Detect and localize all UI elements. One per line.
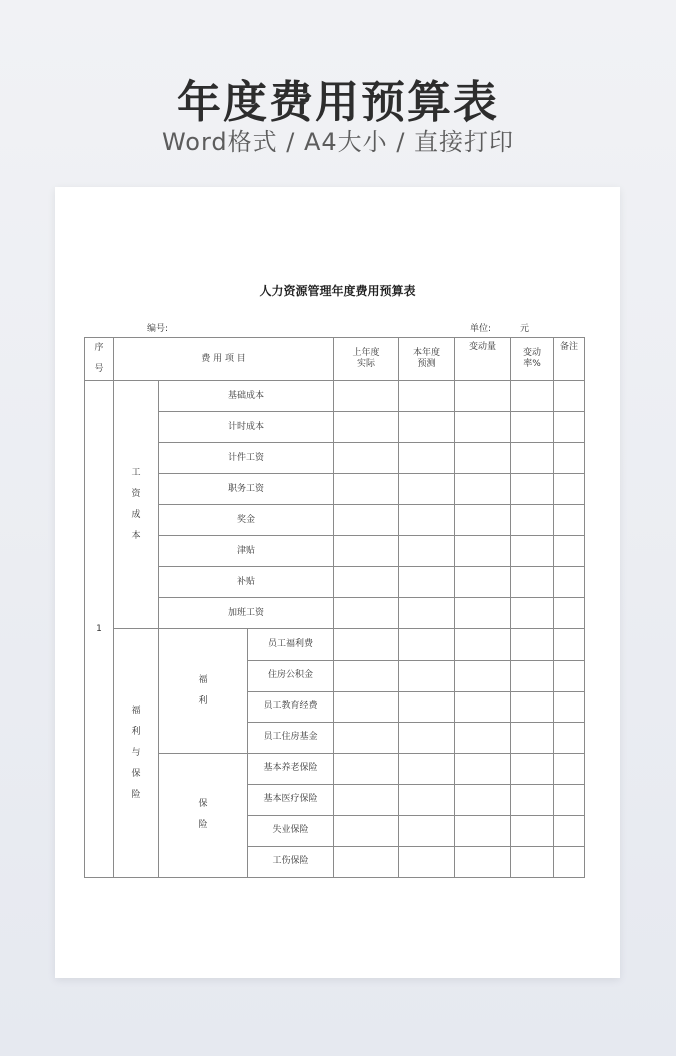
banner-subtitle: Word格式 / A4大小 / 直接打印 [161, 128, 515, 156]
header-change-amount: 变动量 [455, 338, 511, 381]
group-welfare-label-text: 福利与保险 [131, 705, 141, 800]
cell-remark [554, 815, 585, 846]
cell-this-year [399, 567, 455, 598]
cell-remark [554, 629, 585, 660]
cell-remark [554, 505, 585, 536]
cell-change-amount [455, 412, 511, 443]
cell-last-year [334, 753, 399, 784]
code-label: 编号: [147, 324, 169, 334]
cell-remark [554, 536, 585, 567]
cell-last-year [334, 505, 399, 536]
cell-this-year [399, 753, 455, 784]
cell-change-rate [511, 691, 554, 722]
cell-last-year [334, 815, 399, 846]
cell-this-year [399, 815, 455, 846]
table-row [85, 412, 585, 443]
group-wage-label-text: 工资成本 [131, 467, 141, 541]
cell-change-rate [511, 567, 554, 598]
header-remark: 备注 [554, 338, 585, 381]
table-row [85, 505, 585, 536]
cell-this-year [399, 722, 455, 753]
header-seq-text: 序号 [94, 343, 104, 375]
item-label: 基础成本 [159, 381, 334, 412]
cell-last-year [334, 443, 399, 474]
cell-change-rate [511, 722, 554, 753]
item-label: 基本医疗保险 [248, 784, 334, 815]
cell-remark [554, 598, 585, 629]
cell-this-year [399, 691, 455, 722]
header-last-year: 上年度 实际 [334, 338, 399, 381]
cell-last-year [334, 722, 399, 753]
cell-this-year [399, 505, 455, 536]
item-label: 住房公积金 [248, 660, 334, 691]
cell-remark [554, 474, 585, 505]
cell-this-year [399, 536, 455, 567]
header-row [85, 338, 585, 381]
item-label: 员工住房基金 [248, 722, 334, 753]
cell-change-rate [511, 784, 554, 815]
table-row [85, 381, 585, 412]
cell-change-amount [455, 660, 511, 691]
group-welfare-label [114, 629, 159, 878]
item-label: 津贴 [159, 536, 334, 567]
document-page [55, 187, 620, 978]
cell-this-year [399, 660, 455, 691]
item-label: 加班工资 [159, 598, 334, 629]
cell-change-amount [455, 443, 511, 474]
cell-change-rate [511, 753, 554, 784]
group-wage-label [114, 381, 159, 629]
cell-last-year [334, 412, 399, 443]
cell-change-amount [455, 474, 511, 505]
cell-last-year [334, 381, 399, 412]
cell-change-rate [511, 412, 554, 443]
cell-last-year [334, 784, 399, 815]
cell-change-amount [455, 381, 511, 412]
cell-this-year [399, 443, 455, 474]
banner-title: 年度费用预算表 [177, 77, 499, 128]
table-row [85, 443, 585, 474]
cell-change-rate [511, 536, 554, 567]
cell-last-year [334, 598, 399, 629]
cell-remark [554, 846, 585, 877]
cell-change-rate [511, 629, 554, 660]
cell-change-amount [455, 722, 511, 753]
item-label: 员工福利费 [248, 629, 334, 660]
header-seq [85, 338, 114, 381]
budget-table [84, 337, 585, 878]
cell-last-year [334, 474, 399, 505]
table-row [85, 753, 585, 784]
unit-label: 单位: [470, 324, 492, 334]
item-label: 员工教育经费 [248, 691, 334, 722]
cell-remark [554, 443, 585, 474]
cell-change-rate [511, 474, 554, 505]
cell-remark [554, 567, 585, 598]
cell-change-amount [455, 567, 511, 598]
table-row [85, 629, 585, 660]
cell-change-amount [455, 536, 511, 567]
cell-remark [554, 412, 585, 443]
cell-last-year [334, 536, 399, 567]
cell-remark [554, 784, 585, 815]
item-label: 失业保险 [248, 815, 334, 846]
table-row [85, 474, 585, 505]
table-row [85, 598, 585, 629]
item-label: 奖金 [159, 505, 334, 536]
cell-last-year [334, 629, 399, 660]
subgroup-insurance-label-text: 保险 [198, 799, 208, 831]
cell-last-year [334, 691, 399, 722]
table-row [85, 567, 585, 598]
subgroup-welfare-label-text: 福利 [198, 675, 208, 707]
cell-this-year [399, 846, 455, 877]
header-item: 费 用 项 目 [114, 338, 334, 381]
cell-change-amount [455, 846, 511, 877]
subgroup-welfare-label [159, 629, 248, 753]
cell-remark [554, 660, 585, 691]
cell-change-amount [455, 691, 511, 722]
item-label: 计件工资 [159, 443, 334, 474]
header-this-year: 本年度 预测 [399, 338, 455, 381]
cell-last-year [334, 846, 399, 877]
table-row [85, 536, 585, 567]
item-label: 基本养老保险 [248, 753, 334, 784]
cell-change-rate [511, 381, 554, 412]
cell-this-year [399, 412, 455, 443]
cell-remark [554, 691, 585, 722]
cell-change-rate [511, 598, 554, 629]
cell-change-rate [511, 443, 554, 474]
cell-remark [554, 753, 585, 784]
item-label: 计时成本 [159, 412, 334, 443]
cell-change-amount [455, 753, 511, 784]
header-change-rate: 变动 率% [511, 338, 554, 381]
cell-change-rate [511, 660, 554, 691]
cell-change-rate [511, 815, 554, 846]
cell-last-year [334, 660, 399, 691]
document-title: 人力资源管理年度费用预算表 [259, 284, 416, 298]
cell-change-amount [455, 598, 511, 629]
cell-last-year [334, 567, 399, 598]
cell-this-year [399, 381, 455, 412]
cell-this-year [399, 784, 455, 815]
item-label: 职务工资 [159, 474, 334, 505]
cell-change-rate [511, 846, 554, 877]
cell-change-amount [455, 815, 511, 846]
seq-cell: 1 [85, 381, 114, 878]
item-label: 补贴 [159, 567, 334, 598]
cell-this-year [399, 598, 455, 629]
cell-change-amount [455, 629, 511, 660]
cell-change-amount [455, 505, 511, 536]
cell-change-rate [511, 505, 554, 536]
cell-remark [554, 722, 585, 753]
cell-this-year [399, 474, 455, 505]
cell-this-year [399, 629, 455, 660]
cell-remark [554, 381, 585, 412]
unit-value: 元 [520, 324, 530, 334]
cell-change-amount [455, 784, 511, 815]
subgroup-insurance-label [159, 753, 248, 877]
item-label: 工伤保险 [248, 846, 334, 877]
